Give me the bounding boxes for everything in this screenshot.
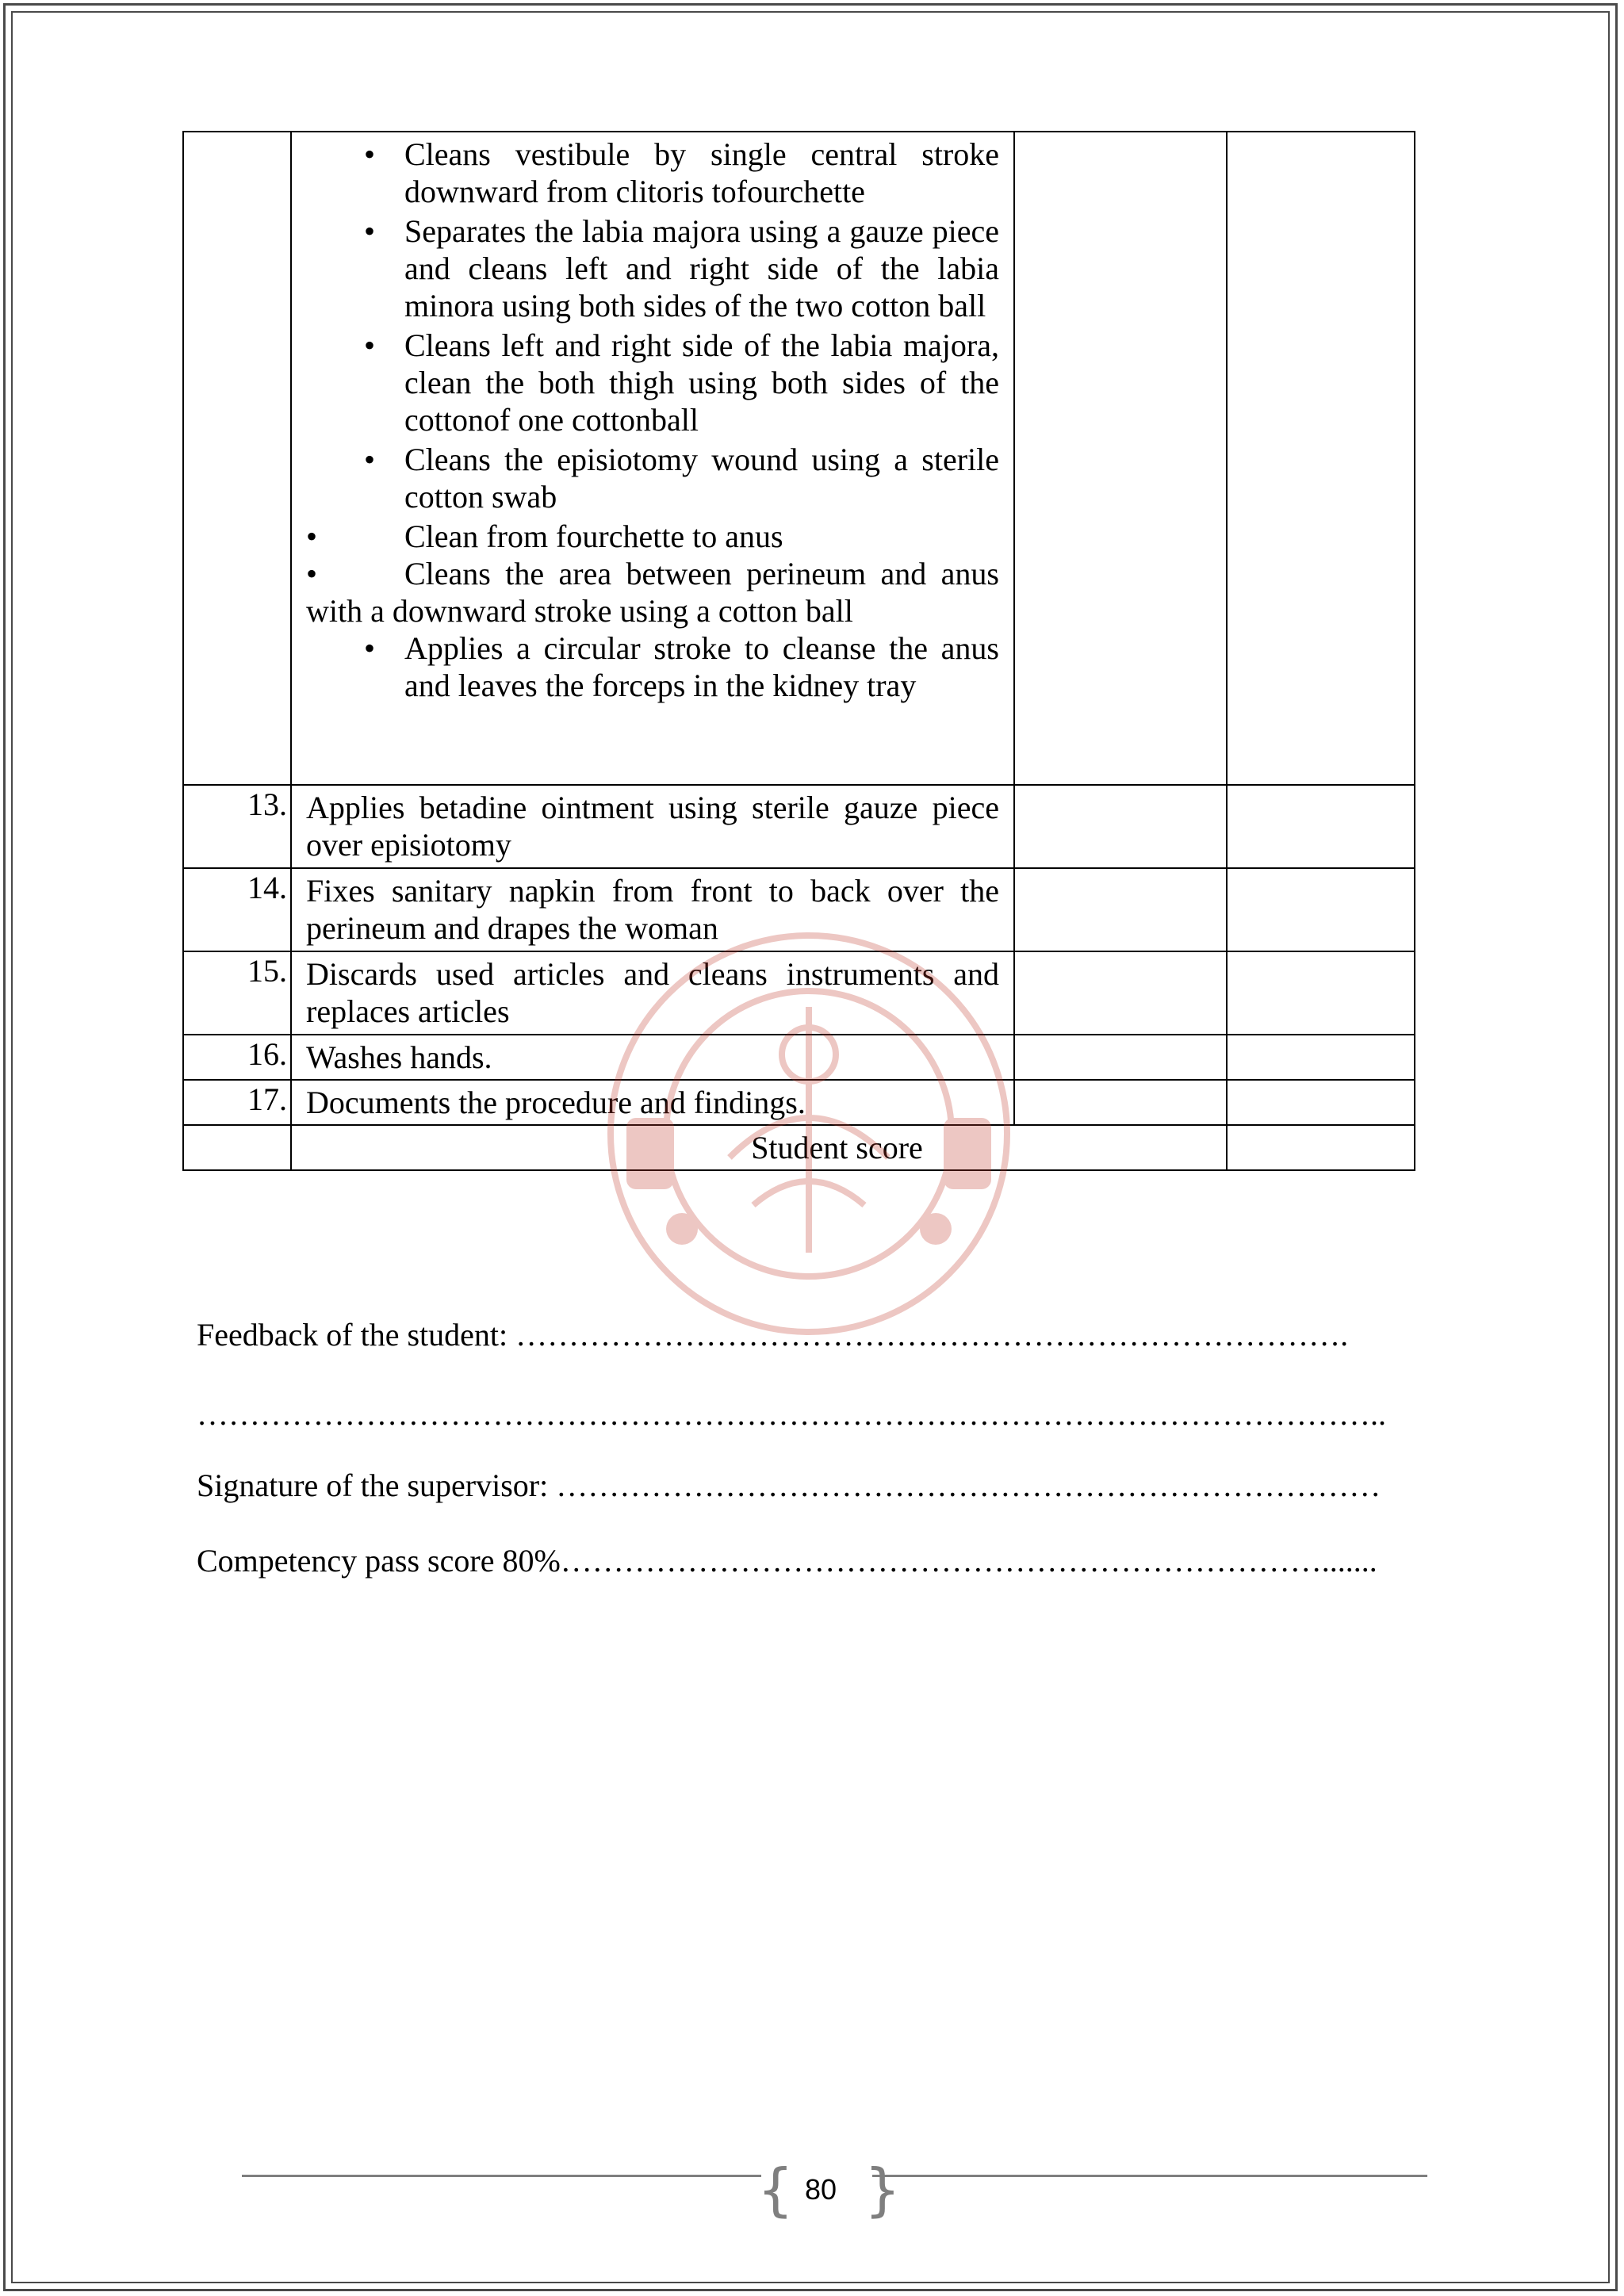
score-cell — [1014, 868, 1227, 951]
bullet-icon: • — [363, 327, 375, 363]
score-cell — [1014, 785, 1227, 868]
remarks-cell — [1227, 951, 1415, 1035]
page-number: 80 — [804, 2173, 837, 2206]
score-cell — [1014, 1035, 1227, 1080]
score-cell — [1014, 1080, 1227, 1125]
left-bracket-icon: { — [757, 2156, 794, 2223]
list-item: • Cleans left and right side of the labia majora, clean the both thigh using both sides of the cottonof one cottonball — [306, 327, 999, 438]
footer-rule-right — [872, 2175, 1427, 2177]
step-number: 16. — [183, 1035, 291, 1080]
footer-rule-left — [242, 2175, 761, 2177]
bullet-icon: • — [363, 630, 375, 666]
feedback-line: Feedback of the student: ……………………………………………………………………. — [197, 1317, 1349, 1353]
step-description: Fixes sanitary napkin from front to back over the perineum and drapes the woman — [291, 868, 1014, 951]
remarks-cell — [1227, 1080, 1415, 1125]
supervisor-signature-line: Signature of the supervisor: …………………………………………………………………… — [197, 1468, 1381, 1503]
bullet-icon: • — [363, 136, 375, 172]
list-item: • Separates the labia majora using a gauze piece and cleans left and right side of the labia minora using both sides of the two cotton ball — [306, 212, 999, 324]
student-score-label: Student score — [291, 1125, 1227, 1170]
step-number: 17. — [183, 1080, 291, 1125]
step-number: 14. — [183, 868, 291, 951]
competency-pass-score-line: Competency pass score 80%………………………………………………………………....... — [197, 1543, 1377, 1578]
bullet-icon: • — [306, 519, 318, 554]
step-description-cell — [291, 132, 1014, 785]
bullet-icon: • — [306, 556, 318, 591]
step-number: 13. — [183, 785, 291, 868]
remarks-cell — [1227, 785, 1415, 868]
feedback-continuation-line: ………………………………………………………………………………………………….. — [197, 1396, 1386, 1432]
step-description: Discards used articles and cleans instruments and replaces articles — [291, 951, 1014, 1035]
score-cell — [1014, 132, 1227, 785]
score-cell — [1014, 951, 1227, 1035]
right-bracket-icon: } — [864, 2156, 901, 2223]
remarks-cell — [1227, 868, 1415, 951]
remarks-cell — [1227, 1125, 1415, 1170]
remarks-cell — [1227, 132, 1415, 785]
list-item: • Clean from fourchette to anus — [306, 519, 783, 554]
step-description: Washes hands. — [291, 1035, 1014, 1080]
institution-seal-icon — [595, 920, 1023, 1348]
table-row — [183, 785, 1415, 868]
bullet-icon: • — [363, 213, 375, 249]
step-number: 15. — [183, 951, 291, 1035]
list-item: • Applies a circular stroke to cleanse the anus and leaves the forceps in the kidney tray — [306, 629, 999, 704]
step-number-cell — [183, 132, 291, 785]
list-item: • Cleans vestibule by single central stroke downward from clitoris tofourchette — [306, 136, 999, 210]
table-row — [183, 132, 1415, 785]
step-description: Applies betadine ointment using sterile gauze piece over episiotomy — [291, 785, 1014, 868]
remarks-cell — [1227, 1035, 1415, 1080]
list-item: • Cleans the episiotomy wound using a sterile cotton swab — [306, 441, 999, 515]
step-description: Documents the procedure and findings. — [291, 1080, 1014, 1125]
list-item: • Cleans the area between perineum and anus with a downward stroke using a cotton ball — [306, 556, 999, 629]
step-number-cell — [183, 1125, 291, 1170]
bullet-icon: • — [363, 442, 375, 477]
